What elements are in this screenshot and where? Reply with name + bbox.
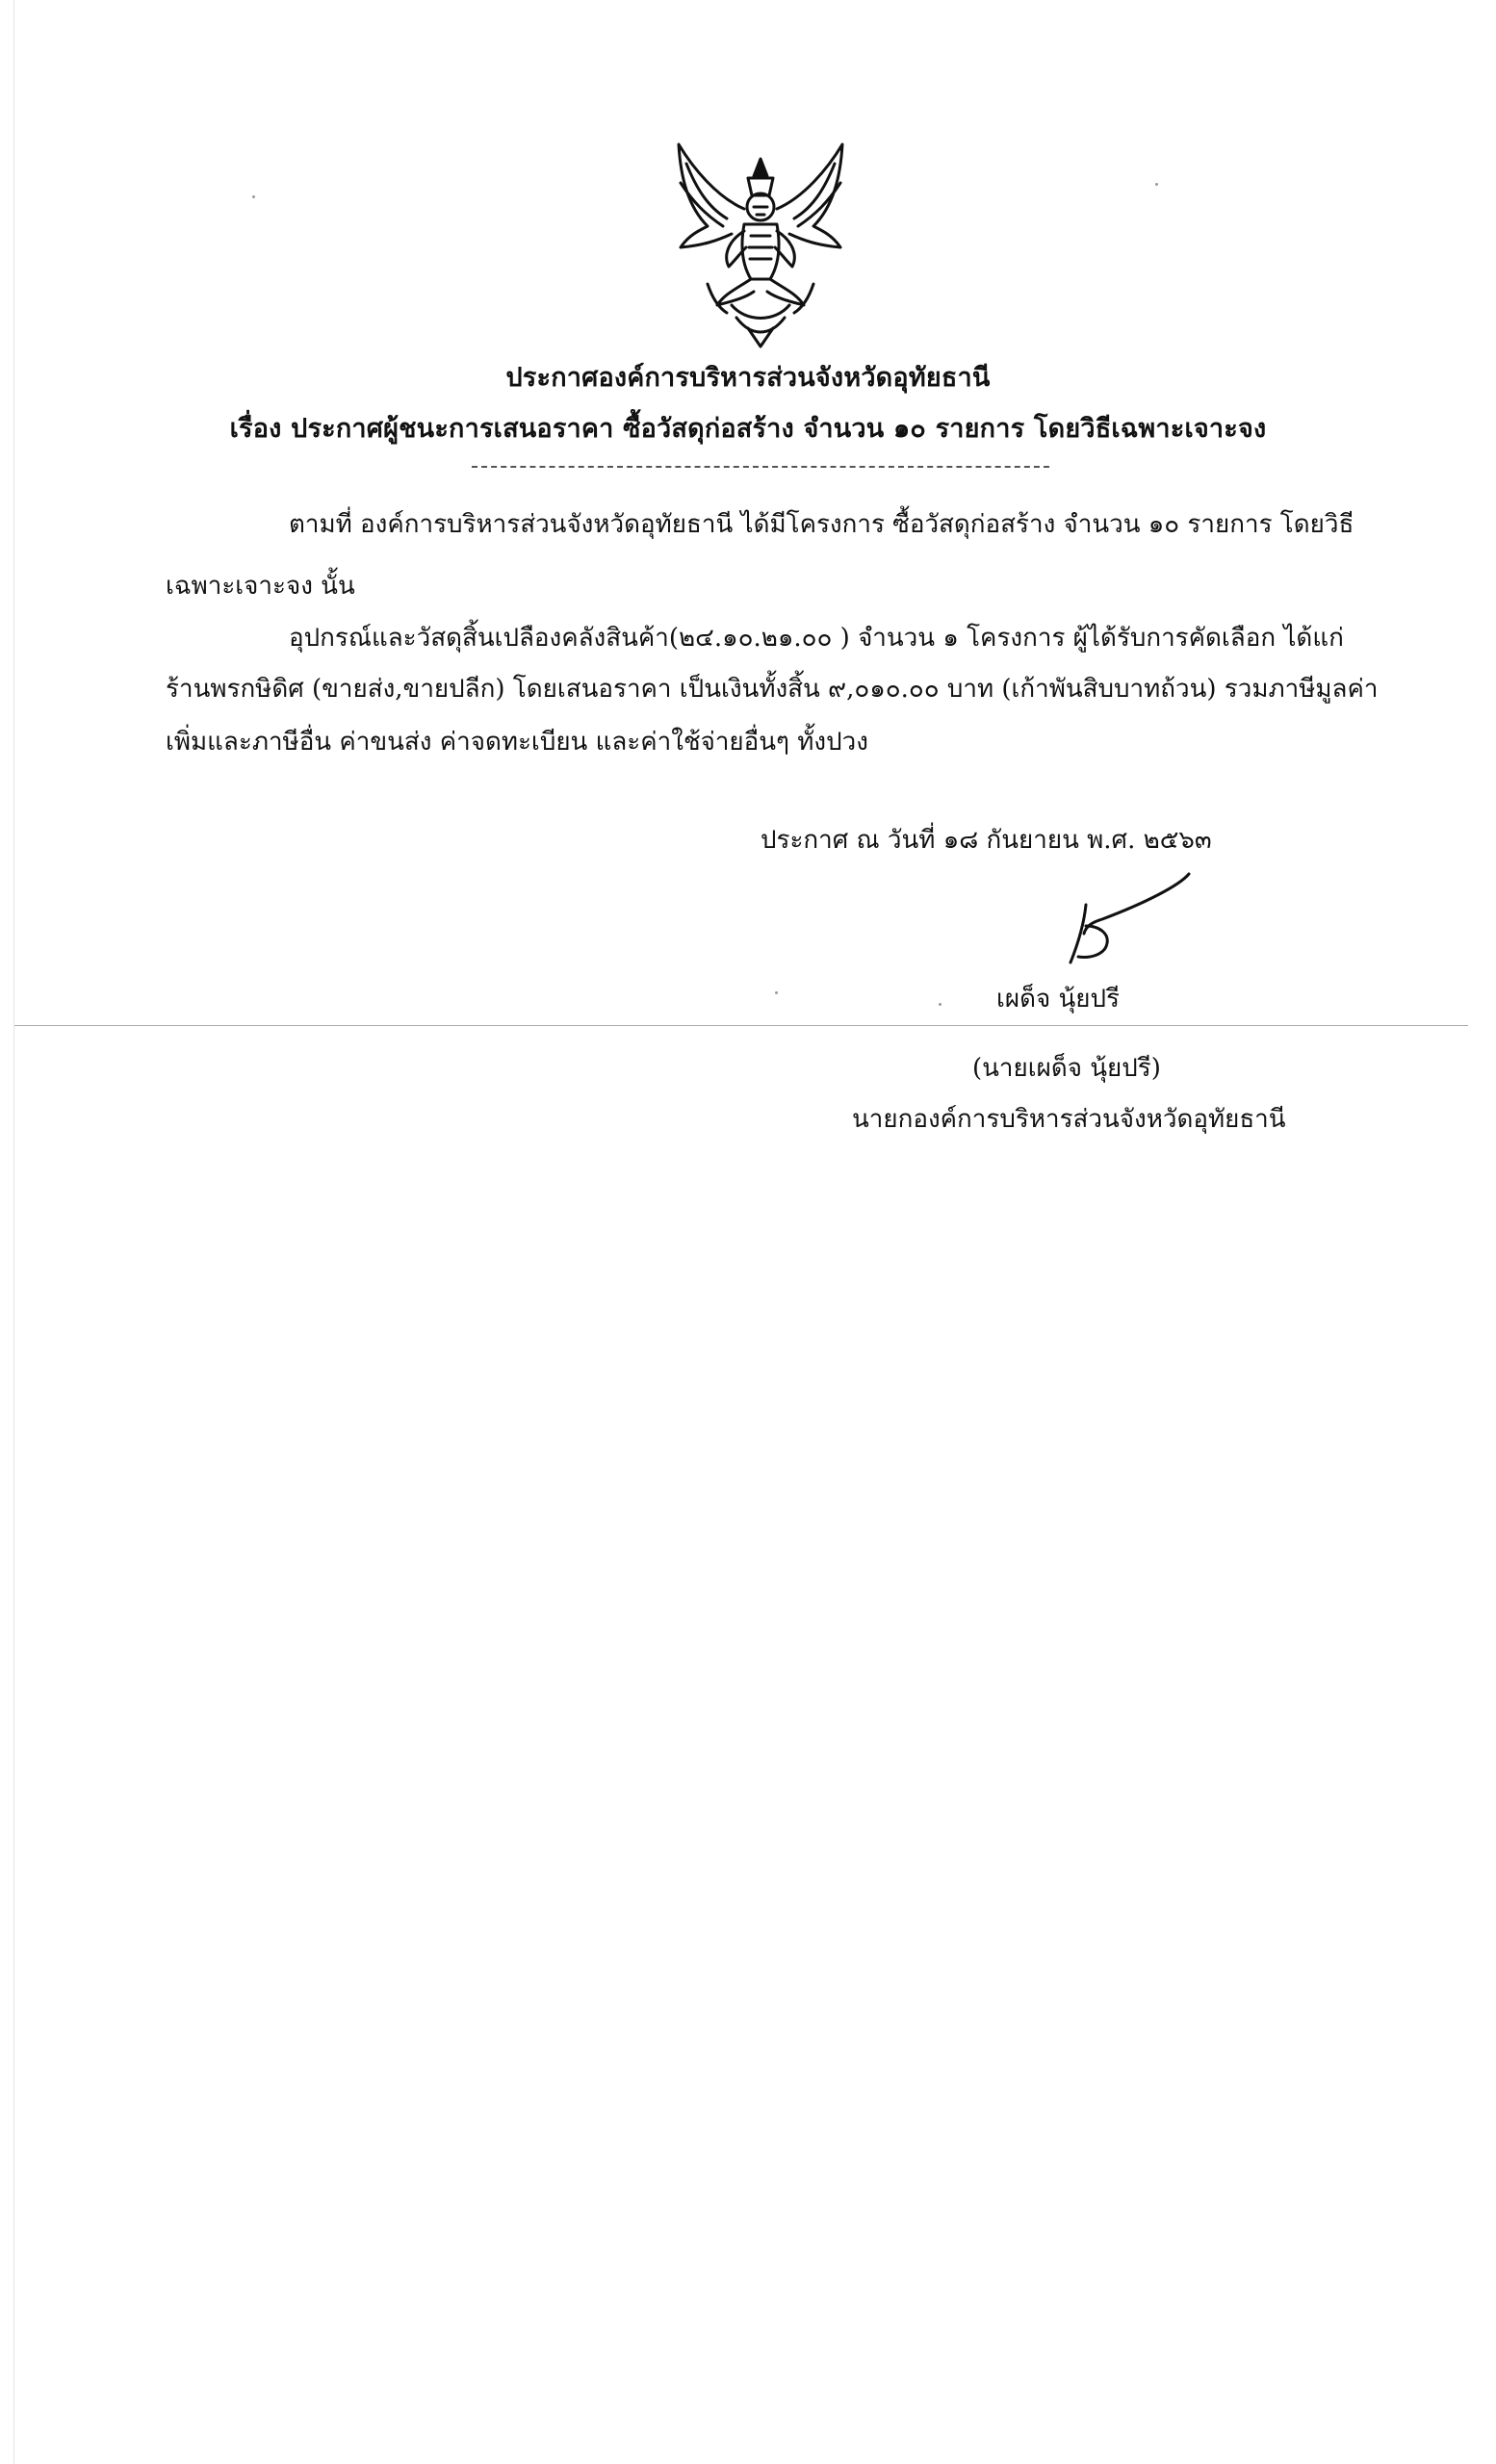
document-title: ประกาศองค์การบริหารส่วนจังหวัดอุทัยธานี [505, 363, 991, 393]
scan-speck [775, 991, 778, 994]
document-subject: เรื่อง ประกาศผู้ชนะการเสนอราคา ซื้อวัสดุก่อสร้าง จำนวน ๑๐ รายการ โดยวิธีเฉพาะเจาะจง [229, 414, 1267, 444]
scan-speck [1155, 183, 1158, 186]
garuda-emblem-icon [659, 140, 862, 351]
scan-speck [252, 195, 255, 198]
paragraph-2-line-2: ร้านพรกษิดิศ (ขายส่ง,ขายปลีก) โดยเสนอราคา เป็นเงินทั้งสิ้น ๙,๐๑๐.๐๐ บาท (เก้าพันสิบบาทถ้วน) รวมภาษีมูลค่า [166, 675, 1379, 704]
paragraph-2-line-3: เพิ่มและภาษีอื่น ค่าขนส่ง ค่าจดทะเบียน และค่าใช้จ่ายอื่นๆ ทั้งปวง [166, 728, 868, 757]
paragraph-1-line-1: ตามที่ องค์การบริหารส่วนจังหวัดอุทัยธานี ได้มีโครงการ ซื้อวัสดุก่อสร้าง จำนวน ๑๐ รายการ โดยวิธี [289, 510, 1354, 539]
scan-divider-line [14, 1025, 1468, 1026]
paragraph-2-line-1: อุปกรณ์และวัสดุสิ้นเปลืองคลังสินค้า(๒๔.๑๐.๒๑.๐๐ ) จำนวน ๑ โครงการ ผู้ได้รับการคัดเลือก ได้แก่ [289, 624, 1344, 653]
paragraph-1-line-2: เฉพาะเจาะจง นั้น [166, 572, 355, 601]
scan-speck [939, 1003, 941, 1006]
signer-position: นายกองค์การบริหารส่วนจังหวัดอุทัยธานี [852, 1105, 1286, 1134]
signer-name: เผด็จ นุ้ยปรี [996, 985, 1120, 1014]
signer-full-name: (นายเผด็จ นุ้ยปรี) [972, 1054, 1161, 1083]
signature-image [1001, 866, 1213, 972]
announcement-date: ประกาศ ณ วันที่ ๑๘ กันยายน พ.ศ. ๒๕๖๓ [761, 826, 1212, 855]
dashed-separator [472, 466, 1049, 468]
